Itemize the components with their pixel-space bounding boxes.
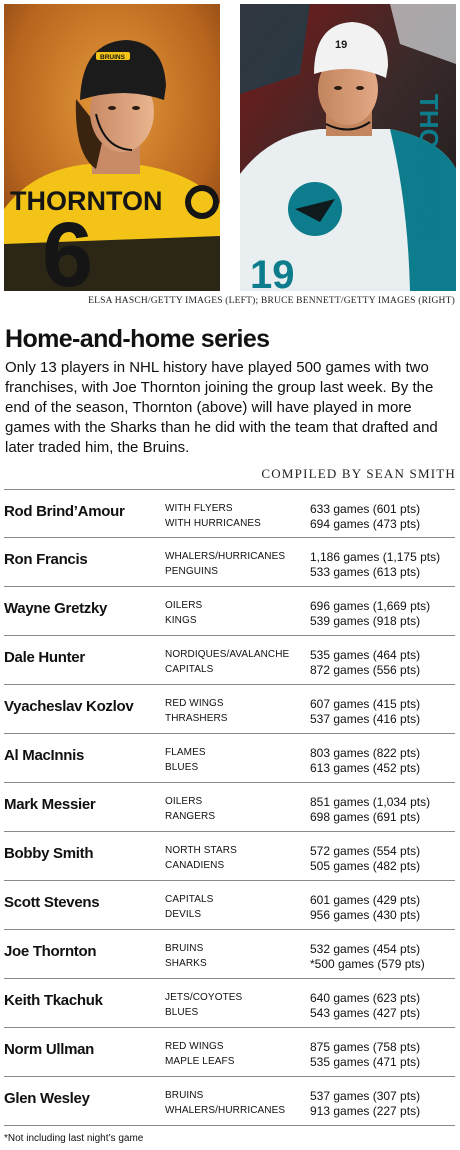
stat-first: 607 games (415 pts) <box>310 697 421 711</box>
stat-second: 543 games (427 pts) <box>310 1006 421 1020</box>
photo-strip <box>4 4 456 291</box>
table-row <box>4 979 455 1028</box>
table-row <box>4 930 455 979</box>
team-first: BRUINS <box>165 1090 204 1101</box>
headline: Home-and-home series <box>5 325 270 353</box>
jersey-number-6: 6 <box>42 204 94 291</box>
player-name: Bobby Smith <box>4 845 94 862</box>
team-first: NORDIQUES/AVALANCHE <box>165 649 290 660</box>
table-row <box>4 783 455 832</box>
svg-text:19: 19 <box>250 253 295 291</box>
stat-first: 851 games (1,034 pts) <box>310 795 431 809</box>
stat-first: 803 games (822 pts) <box>310 746 421 760</box>
sharks-photo-illustration <box>240 4 456 291</box>
player-name: Scott Stevens <box>4 894 100 911</box>
table-row <box>4 1077 455 1126</box>
stat-second: 613 games (452 pts) <box>310 761 421 775</box>
stat-second: 533 games (613 pts) <box>310 565 421 579</box>
team-first: JETS/COYOTES <box>165 992 243 1003</box>
stat-second: 537 games (416 pts) <box>310 712 421 726</box>
stat-first: 696 games (1,669 pts) <box>310 599 431 613</box>
table-row <box>4 685 455 734</box>
stat-second: 698 games (691 pts) <box>310 810 421 824</box>
team-second: RANGERS <box>165 811 216 822</box>
bruins-photo-illustration <box>4 4 220 291</box>
team-first: CAPITALS <box>165 894 214 905</box>
stat-first: 572 games (554 pts) <box>310 844 421 858</box>
stat-second: 535 games (471 pts) <box>310 1055 421 1069</box>
team-first: FLAMES <box>165 747 206 758</box>
stat-first: 1,186 games (1,175 pts) <box>310 550 441 564</box>
player-name: Joe Thornton <box>4 943 97 960</box>
stat-second: 913 games (227 pts) <box>310 1104 421 1118</box>
player-name: Dale Hunter <box>4 649 85 666</box>
team-second: BLUES <box>165 762 199 773</box>
team-second: BLUES <box>165 1007 199 1018</box>
team-first: WHALERS/HURRICANES <box>165 551 286 562</box>
stat-first: 640 games (623 pts) <box>310 991 421 1005</box>
table-row <box>4 881 455 930</box>
table-row <box>4 734 455 783</box>
player-name: Mark Messier <box>4 796 96 813</box>
team-second: CANADIENS <box>165 860 225 871</box>
player-name: Wayne Gretzky <box>4 600 108 617</box>
team-second: WITH HURRICANES <box>165 518 261 529</box>
intro-paragraph: Only 13 players in NHL history have played 500 games with two franchises, with Joe Thornton joining the group last week. By the end of the season, Thornton (above) will have played in more games with the Sharks than he did with the team that drafted and later traded him, the Bruins. <box>5 359 438 456</box>
player-name: Glen Wesley <box>4 1090 90 1107</box>
team-second: PENGUINS <box>165 566 219 577</box>
team-first: OILERS <box>165 796 203 807</box>
team-first: BRUINS <box>165 943 204 954</box>
byline: COMPILED BY SEAN SMITH <box>261 466 456 481</box>
team-first: OILERS <box>165 600 203 611</box>
stat-first: 633 games (601 pts) <box>310 502 421 516</box>
player-name: Keith Tkachuk <box>4 992 103 1009</box>
player-name: Norm Ullman <box>4 1041 95 1058</box>
team-second: SHARKS <box>165 958 207 969</box>
team-first: WITH FLYERS <box>165 503 233 514</box>
svg-text:19: 19 <box>335 39 348 51</box>
table-row <box>4 832 455 881</box>
stat-first: 532 games (454 pts) <box>310 942 421 956</box>
footnote: *Not including last night’s game <box>4 1133 144 1144</box>
svg-text:THORNTON: THORNTON <box>10 186 163 216</box>
player-name: Al MacInnis <box>4 747 85 764</box>
svg-text:THORNTON: THORNTON <box>414 94 444 241</box>
team-second: MAPLE LEAFS <box>165 1056 235 1067</box>
team-second: CAPITALS <box>165 664 214 675</box>
team-second: KINGS <box>165 615 197 626</box>
table-row <box>4 1028 455 1077</box>
photo-thornton-bruins <box>4 4 220 291</box>
stat-first: 537 games (307 pts) <box>310 1089 421 1103</box>
table-row <box>4 489 455 538</box>
stat-second: 539 games (918 pts) <box>310 614 421 628</box>
stat-second: *500 games (579 pts) <box>310 957 425 971</box>
table-row <box>4 587 455 636</box>
team-second: THRASHERS <box>165 713 228 724</box>
stat-first: 875 games (758 pts) <box>310 1040 421 1054</box>
team-second: DEVILS <box>165 909 202 920</box>
stat-second: 694 games (473 pts) <box>310 517 421 531</box>
team-first: RED WINGS <box>165 1041 224 1052</box>
photo-credit: ELSA HASCH/GETTY IMAGES (LEFT); BRUCE BENNETT/GETTY IMAGES (RIGHT) <box>88 296 455 306</box>
player-name: Ron Francis <box>4 551 88 568</box>
table-row <box>4 636 455 685</box>
stat-first: 601 games (429 pts) <box>310 893 421 907</box>
stat-second: 956 games (430 pts) <box>310 908 421 922</box>
stat-second: 872 games (556 pts) <box>310 663 421 677</box>
player-name: Vyacheslav Kozlov <box>4 698 134 715</box>
svg-text:BRUINS: BRUINS <box>100 54 125 61</box>
team-first: RED WINGS <box>165 698 224 709</box>
players-table <box>4 489 455 1126</box>
team-second: WHALERS/HURRICANES <box>165 1105 286 1116</box>
team-first: NORTH STARS <box>165 845 237 856</box>
player-name: Rod Brind’Amour <box>4 503 125 520</box>
stat-second: 505 games (482 pts) <box>310 859 421 873</box>
table-row <box>4 538 455 587</box>
stat-first: 535 games (464 pts) <box>310 648 421 662</box>
photo-thornton-sharks <box>240 4 456 291</box>
